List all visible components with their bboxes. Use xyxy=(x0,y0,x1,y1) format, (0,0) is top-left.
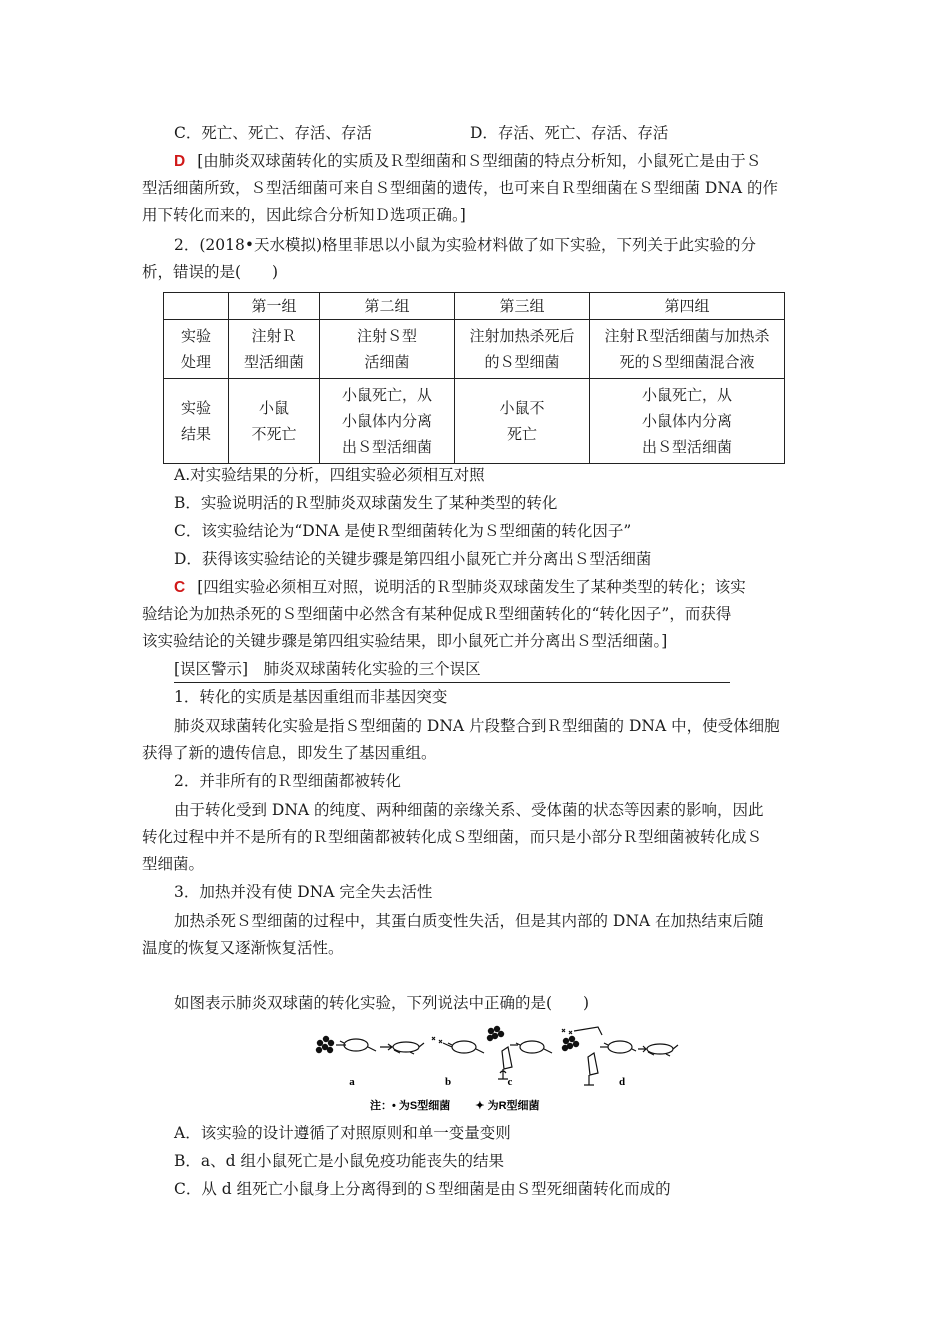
dead-mouse-icon xyxy=(647,1044,678,1056)
table-header-cell: 第四组 xyxy=(590,293,785,320)
s-bacteria-cluster-icon xyxy=(316,1036,333,1052)
option-c: C．死亡、死亡、存活、存活 xyxy=(174,124,372,142)
warning-text: 由于转化受到 DNA 的纯度、两种细菌的亲缘关系、受体菌的状态等因素的影响，因此 xyxy=(174,801,764,819)
warning-text: 肺炎双球菌转化实验是指Ｓ型细菌的 DNA 片段整合到Ｒ型细菌的 DNA 中，使受体细胞 xyxy=(174,717,780,735)
warning-heading: 2．并非所有的Ｒ型细菌都被转化 xyxy=(174,772,401,790)
mouse-icon xyxy=(448,1041,484,1053)
table-row-label: 实验 处理 xyxy=(164,320,229,379)
warning-title: [误区警示] 肺炎双球菌转化实验的三个误区 xyxy=(174,656,730,683)
option-a: A.对实验结果的分析，四组实验必须相互对照 xyxy=(174,466,485,484)
question-stem: 析，错误的是( ) xyxy=(142,263,279,281)
figure-label-c: c xyxy=(507,1076,513,1088)
table-header-cell: 第一组 xyxy=(229,293,320,320)
table-header-cell xyxy=(164,293,229,320)
heating-flask-icon xyxy=(584,1053,598,1085)
table-header-cell: 第三组 xyxy=(455,293,590,320)
figure-label-d: d xyxy=(618,1076,626,1088)
warning-text: 加热杀死Ｓ型细菌的过程中，其蛋白质变性失活，但是其内部的 DNA 在加热结束后随 xyxy=(174,912,764,930)
answer-letter: C xyxy=(174,579,186,596)
answer-line: 验结论为加热杀死的Ｓ型细菌中必然含有某种促成Ｒ型细菌转化的“转化因子”，而获得 xyxy=(142,605,732,623)
table-row-label: 实验 结果 xyxy=(164,379,229,464)
figure-label-a: a xyxy=(349,1076,355,1088)
table-cell: 小鼠死亡，从 小鼠体内分离 出Ｓ型活细菌 xyxy=(590,379,785,464)
warning-text: 型细菌。 xyxy=(142,855,205,873)
warning-heading: 3．加热并没有使 DNA 完全失去活性 xyxy=(174,883,433,901)
r-bacteria-icon xyxy=(562,1029,572,1034)
figure-caption: 注：• 为S型细菌 ✦ 为R型细菌 xyxy=(370,1100,540,1112)
s-bacteria-cluster-icon xyxy=(562,1036,578,1050)
question-stem: 如图表示肺炎双球菌的转化实验，下列说法中正确的是( ) xyxy=(174,994,590,1012)
option-d: D．存活、死亡、存活、存活 xyxy=(470,124,669,142)
table-cell: 注射加热杀死后 的Ｓ型细菌 xyxy=(455,320,590,379)
table-cell: 注射Ｒ型活细菌与加热杀 死的Ｓ型细菌混合液 xyxy=(590,320,785,379)
table-row xyxy=(164,320,785,379)
transformation-experiment-figure xyxy=(312,1023,682,1115)
table-cell: 小鼠不 死亡 xyxy=(455,379,590,464)
table-cell: 小鼠死亡，从 小鼠体内分离 出Ｓ型活细菌 xyxy=(320,379,455,464)
warning-text: 获得了新的遗传信息，即发生了基因重组。 xyxy=(142,744,437,762)
table-cell: 小鼠 不死亡 xyxy=(229,379,320,464)
table-header-row xyxy=(164,293,785,320)
warning-text: 温度的恢复又逐渐恢复活性。 xyxy=(142,939,344,957)
mouse-icon xyxy=(516,1041,552,1053)
option-c: C．从 d 组死亡小鼠身上分离得到的Ｓ型细菌是由Ｓ型死细菌转化而成的 xyxy=(174,1180,671,1198)
option-b: B．实验说明活的Ｒ型肺炎双球菌发生了某种类型的转化 xyxy=(174,494,558,512)
answer-line: 型活细菌所致，Ｓ型活细菌可来自Ｓ型细菌的遗传，也可来自Ｒ型细菌在Ｓ型细菌 DNA 的作 xyxy=(142,179,779,197)
option-c: C．该实验结论为“DNA 是使Ｒ型细菌转化为Ｓ型细菌的转化因子” xyxy=(174,522,632,540)
option-a: A．该实验的设计遵循了对照原则和单一变量变则 xyxy=(174,1124,511,1142)
experiment-table xyxy=(163,292,785,464)
table-cell: 注射Ｓ型 活细菌 xyxy=(320,320,455,379)
answer-line: 用下转化而来的，因此综合分析知Ｄ选项正确。] xyxy=(142,206,466,224)
answer-explanation-1: D [由肺炎双球菌转化的实质及Ｒ型细菌和Ｓ型细菌的特点分析知，小鼠死亡是由于Ｓ xyxy=(174,152,762,170)
option-b: B．a、d 组小鼠死亡是小鼠免疫功能丧失的结果 xyxy=(174,1152,504,1170)
warning-text: 转化过程中并不是所有的Ｒ型细菌都被转化成Ｓ型细菌，而只是小部分Ｒ型细菌被转化成Ｓ xyxy=(142,828,763,846)
heating-flask-icon xyxy=(498,1047,512,1079)
answer-explanation-2: C [四组实验必须相互对照，说明活的Ｒ型肺炎双球菌发生了某种类型的转化；该实 xyxy=(174,578,746,596)
option-d: D．获得该实验结论的关键步骤是第四组小鼠死亡并分离出Ｓ型活细菌 xyxy=(174,550,652,568)
figure-label-b: b xyxy=(444,1076,452,1088)
dead-mouse-icon xyxy=(393,1042,424,1054)
answer-line: 该实验结论的关键步骤是第四组实验结果，即小鼠死亡并分离出Ｓ型活细菌。] xyxy=(142,632,668,650)
table-row xyxy=(164,379,785,464)
question-stem: 2．(2018•天水模拟)格里菲思以小鼠为实验材料做了如下实验，下列关于此实验的分 xyxy=(174,236,757,254)
table-header-cell: 第二组 xyxy=(320,293,455,320)
r-bacteria-icon xyxy=(432,1037,442,1043)
table-cell: 注射Ｒ 型活细菌 xyxy=(229,320,320,379)
answer-letter: D xyxy=(174,153,186,170)
warning-heading: 1．转化的实质是基因重组而非基因突变 xyxy=(174,688,448,706)
mouse-icon xyxy=(604,1041,636,1053)
s-bacteria-cluster-icon xyxy=(487,1026,503,1040)
